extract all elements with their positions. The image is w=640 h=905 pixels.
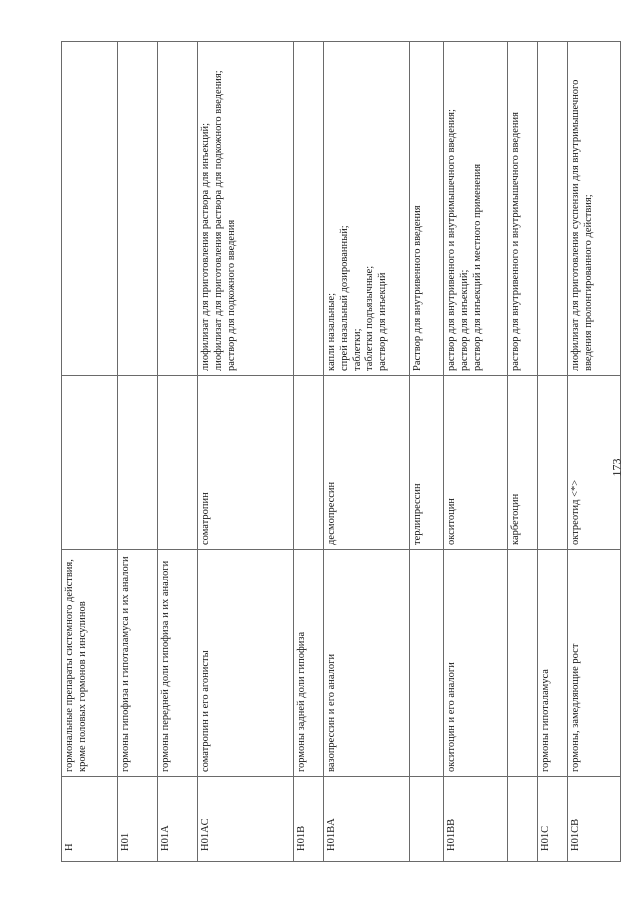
dosage-forms [508, 42, 538, 376]
table-row [158, 42, 198, 862]
dosage-form: таблетки; [351, 328, 363, 371]
table-row [538, 42, 568, 862]
anatomical-group [410, 550, 444, 777]
drug-name: соматропин [198, 376, 294, 550]
table-row [198, 42, 294, 862]
anatomical-group: гормоны гипофиза и гипоталамуса и их аналоги [118, 550, 158, 777]
anatomical-group: гормоны передней доли гипофиза и их аналоги [158, 550, 198, 777]
dosage-form: Раствор для внутривенного введения [412, 205, 423, 371]
anatomical-group: гормоны гипоталамуса [538, 550, 568, 777]
table-row [62, 42, 118, 862]
atc-code: H01C [538, 777, 568, 862]
dosage-forms [538, 42, 568, 376]
anatomical-group: вазопрессин и его аналоги [324, 550, 410, 777]
atc-code: H01B [294, 777, 324, 862]
anatomical-group: гормоны, замедляющие рост [568, 550, 621, 777]
dosage-forms [410, 42, 444, 376]
dosage-forms [324, 42, 410, 376]
drug-name [158, 376, 198, 550]
drug-name [294, 376, 324, 550]
drug-name: терлипрессин [410, 376, 444, 550]
table-row [410, 42, 444, 862]
dosage-form: таблетки подъязычные; [364, 265, 376, 371]
anatomical-group: соматропин и его агонисты [198, 550, 294, 777]
table-row [508, 42, 538, 862]
anatomical-group [508, 550, 538, 777]
drug-name [118, 376, 158, 550]
dosage-form: раствор для подкожного введения [225, 219, 237, 371]
dosage-form: лиофилизат для приготовления суспензии для внутримышечного введения пролонгированного действия; [570, 79, 594, 371]
atc-code [508, 777, 538, 862]
table-row [568, 42, 621, 862]
dosage-forms [198, 42, 294, 376]
anatomical-group: окситоцин и его аналоги [444, 550, 508, 777]
drug-name [538, 376, 568, 550]
dosage-forms [294, 42, 324, 376]
table-row [444, 42, 508, 862]
dosage-form: лиофилизат для приготовления раствора для инъекций; [200, 122, 211, 371]
atc-code: H01BB [444, 777, 508, 862]
dosage-form: раствор для инъекций и местного применения [471, 163, 483, 371]
atc-code: H01A [158, 777, 198, 862]
drug-name: десмопрессин [324, 376, 410, 550]
dosage-forms [568, 42, 621, 376]
drug-name [62, 376, 118, 550]
dosage-form: раствор для инъекций [377, 272, 389, 371]
atc-code: H01 [118, 777, 158, 862]
atc-code: H01BA [324, 777, 410, 862]
anatomical-group: гормоны задней доли гипофиза [294, 550, 324, 777]
page-number: 173 [609, 458, 624, 477]
table-row [324, 42, 410, 862]
table-row [118, 42, 158, 862]
table-row [294, 42, 324, 862]
dosage-form: раствор для внутривенного и внутримышечного введения; [446, 109, 457, 371]
rotated-page [61, 42, 594, 862]
atc-code: H01AC [198, 777, 294, 862]
drug-table [61, 41, 621, 862]
drug-name: октреотид <*> [568, 376, 621, 550]
atc-code: H [62, 777, 118, 862]
dosage-forms [158, 42, 198, 376]
dosage-form: раствор для внутривенного и внутримышечного введения [510, 112, 521, 371]
dosage-form: спрей назальный дозированный; [338, 225, 350, 371]
dosage-forms [444, 42, 508, 376]
atc-code: H01CB [568, 777, 621, 862]
dosage-forms [62, 42, 118, 376]
drug-name: окситоцин [444, 376, 508, 550]
atc-code [410, 777, 444, 862]
dosage-form: лиофилизат для приготовления раствора для подкожного введения; [212, 70, 224, 371]
dosage-form: капли назальные; [326, 292, 337, 371]
anatomical-group: гормональные препараты системного действия, кроме половых гормонов и инсулинов [62, 550, 118, 777]
dosage-forms [118, 42, 158, 376]
dosage-form: раствор для инъекций; [458, 269, 470, 371]
drug-name: карбетоцин [508, 376, 538, 550]
